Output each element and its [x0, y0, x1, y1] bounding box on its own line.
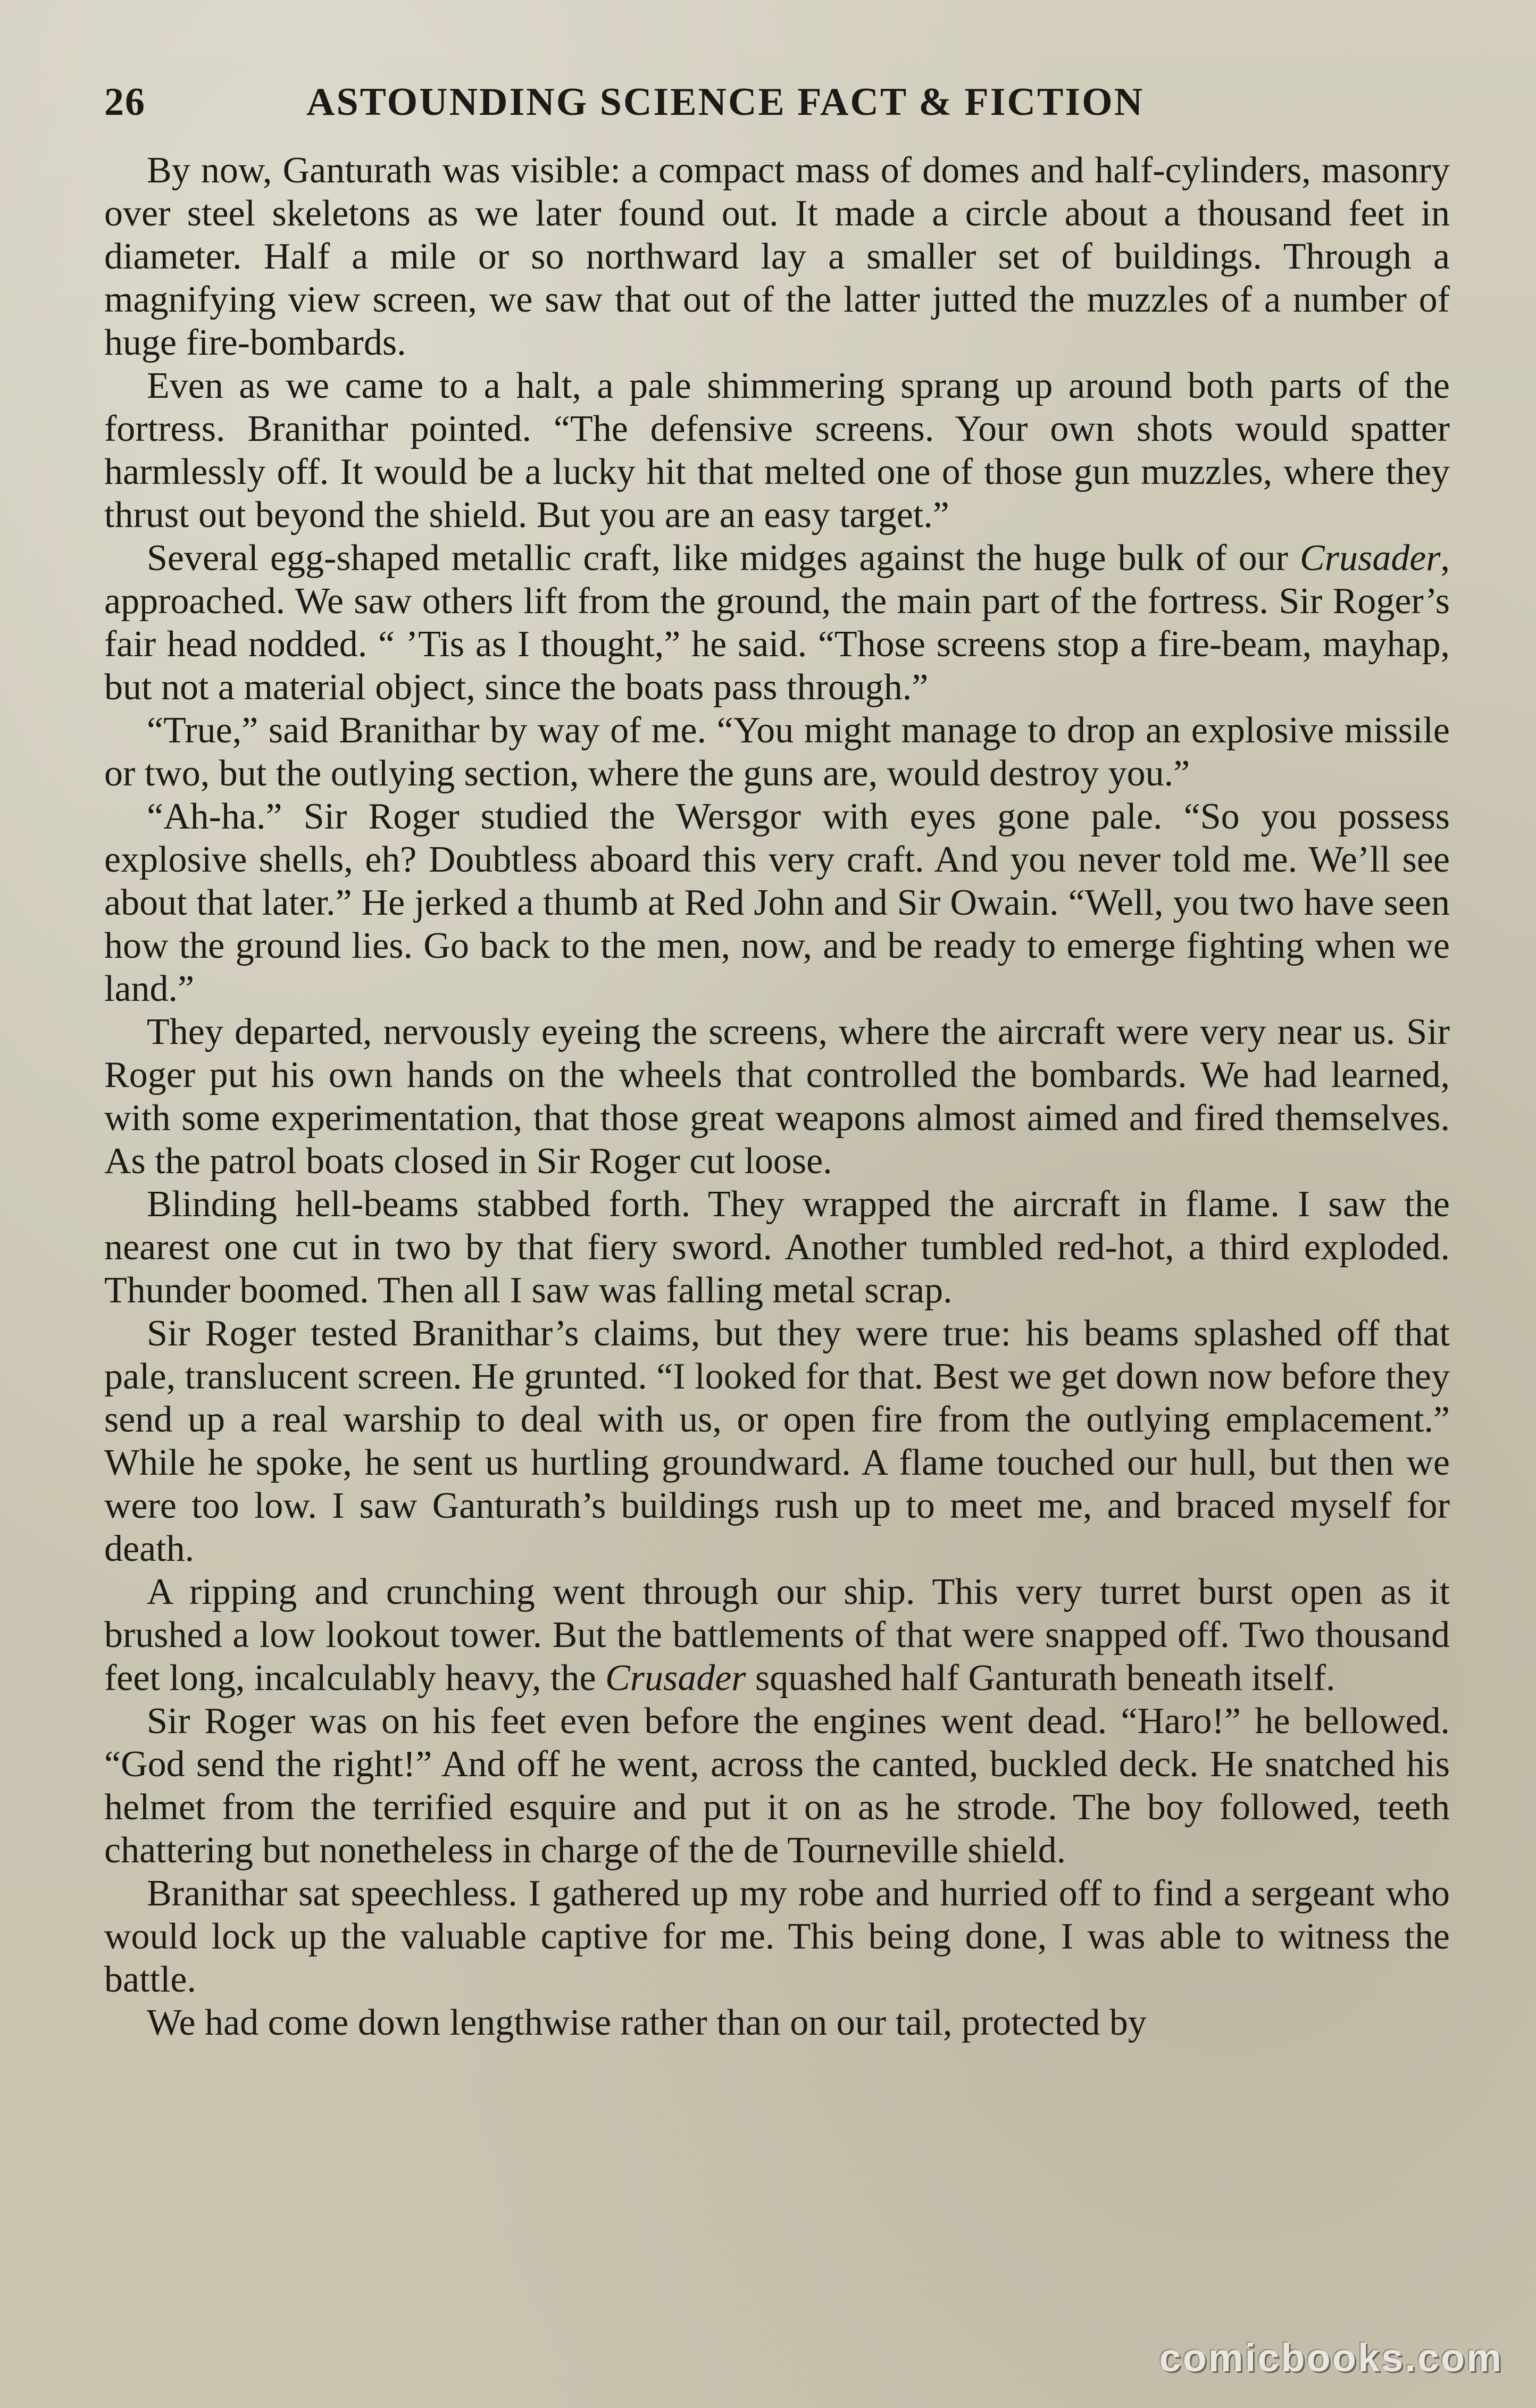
- ship-name-crusader: Crusader: [1300, 538, 1441, 579]
- paragraph-10: Sir Roger was on his feet even before the engines went dead. “Haro!” he bellowed. “God send the right!” And off he went, across the canted, buckled deck. He snatched his helmet from the terrified esquire and put it on as he strode. The boy followed, teeth chattering but nonetheless in charge of the de Tourneville shield.: [104, 1701, 1450, 1871]
- story-text: [104, 149, 1450, 2044]
- book-page: [104, 80, 1450, 2324]
- paragraph-2: Even as we came to a halt, a pale shimmering sprang up around both parts of the fortress. Branithar pointed. “The defensive screens. Your own shots would spatter harmlessly off. It would be a lucky hit that melted one of those gun muzzles, where they thrust out beyond the shield. But you are an easy target.”: [104, 365, 1450, 536]
- magazine-title: ASTOUNDING SCIENCE FACT & FICTION: [306, 80, 1145, 124]
- paragraph-3-start: Several egg-shaped metallic craft, like midges against the huge bulk of our: [147, 538, 1300, 579]
- paragraph-3: [104, 537, 1450, 709]
- paragraph-9-start: A ripping and crunching went through our ship. This very turret burst open as it brushed a low lookout tower. But the battlements of that were snapped off. Two thousand feet long, incalculably heavy, the: [104, 1571, 1450, 1699]
- paragraph-12: We had come down lengthwise rather than on our tail, protected by: [147, 2002, 1147, 2043]
- running-head: [104, 80, 1450, 144]
- ship-name-crusader: Crusader: [605, 1658, 746, 1699]
- paragraph-5: “Ah-ha.” Sir Roger studied the Wersgor with eyes gone pale. “So you possess explosive shells, eh? Doubtless aboard this very craft. And you never told me. We’ll see about that later.” He jerked a thumb at Red John and Sir Owain. “Well, you two have seen how the ground lies. Go back to the men, now, and be ready to emerge fighting when we land.”: [104, 796, 1450, 1009]
- paragraph-9-end: squashed half Ganturath beneath itself.: [746, 1658, 1335, 1699]
- paragraph-7: Blinding hell-beams stabbed forth. They wrapped the aircraft in flame. I saw the nearest one cut in two by that fiery sword. Another tumbled red-hot, a third exploded. Thunder boomed. Then all I saw was falling metal scrap.: [104, 1184, 1450, 1311]
- page-number: 26: [104, 80, 146, 124]
- paragraph-1: By now, Ganturath was visible: a compact mass of domes and half-cylinders, masonry over steel skeletons as we later found out. It made a circle about a thousand feet in diameter. Half a mile or so northward lay a smaller set of buildings. Through a magnifying view screen, we saw that out of the latter jutted the muzzles of a number of huge fire-bombards.: [104, 150, 1450, 363]
- paragraph-8: Sir Roger tested Branithar’s claims, but they were true: his beams splashed off that pale, translucent screen. He grunted. “I looked for that. Best we get down now before they send up a real warship to deal with us, or open fire from the outlying emplacement.” While he spoke, he sent us hurtling groundward. A flame touched our hull, but then we were too low. I saw Ganturath’s buildings rush up to meet me, and braced myself for death.: [104, 1313, 1450, 1569]
- paragraph-6: They departed, nervously eyeing the screens, where the aircraft were very near us. Sir Roger put his own hands on the wheels that controlled the bombards. We had learned, with some experimentation, that those great weapons almost aimed and fired themselves. As the patrol boats closed in Sir Roger cut loose.: [104, 1011, 1450, 1182]
- watermark: comicbooks.com: [1159, 2336, 1503, 2380]
- paragraph-9: [104, 1570, 1450, 1700]
- paragraph-3-end: , approached. We saw others lift from the ground, the main part of the fortress. Sir Roger’s fair head nodded. “ ’Tis as I thought,” he said. “Those screens stop a fire-beam, mayhap, but not a material object, since the boats pass through.”: [104, 538, 1450, 708]
- paragraph-11: Branithar sat speechless. I gathered up my robe and hurried off to find a sergeant who would lock up the valuable captive for me. This being done, I was able to witness the battle.: [104, 1873, 1450, 2000]
- paragraph-4: “True,” said Branithar by way of me. “You might manage to drop an explosive missile or two, but the outlying section, where the guns are, would destroy you.”: [104, 710, 1450, 794]
